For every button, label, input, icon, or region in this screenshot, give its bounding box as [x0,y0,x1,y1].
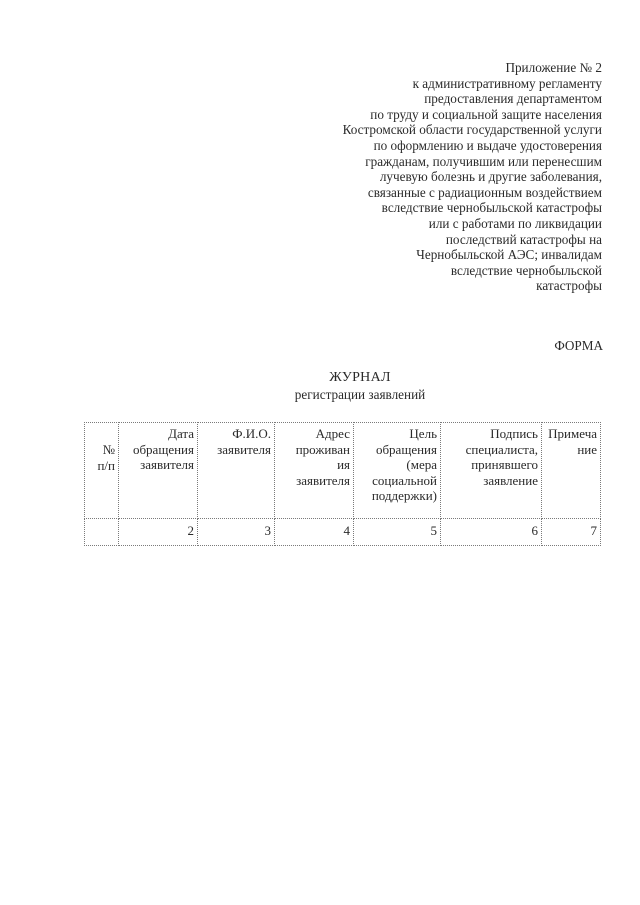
header-signature: Подпись специалиста, принявшего заявление [441,423,542,519]
table-header-row [85,423,601,519]
column-number-cell: 7 [542,519,601,546]
appendix-line: Чернобыльской АЭС; инвалидам [416,247,602,263]
form-label: ФОРМА [554,338,603,353]
appendix-line: к административному регламенту [412,75,602,91]
header-number: № п/п [85,423,119,519]
appendix-line: или с работами по ликвидации [428,215,602,231]
table-row [85,519,601,546]
appendix-line: предоставления департаментом [424,91,602,107]
appendix-line: по оформлению и выдаче удостоверения [373,137,602,153]
appendix-line: последствий катастрофы на [445,231,602,247]
appendix-line: по труду и социальной защите населения [370,106,602,122]
column-number-cell: 4 [275,519,354,546]
column-number-cell: 3 [198,519,275,546]
header-date: Дата обращения заявителя [119,423,198,519]
appendix-line: связанные с радиационным воздействием [367,184,602,200]
journal-title: ЖУРНАЛ [329,370,391,385]
appendix-line: катастрофы [536,278,602,294]
appendix-line: Костромской области государственной услуги [342,122,602,138]
column-number-cell: 5 [354,519,441,546]
column-number-cell [85,519,119,546]
journal-subtitle: регистрации заявлений [294,387,426,402]
header-name: Ф.И.О. заявителя [198,423,275,519]
appendix-line: гражданам, получившим или перенесшим [365,153,602,169]
appendix-line: вследствие чернобыльской [450,262,602,278]
appendix-line: вследствие чернобыльской катастрофы [381,200,602,216]
appendix-header [272,60,602,294]
registration-table [84,422,601,546]
column-number-cell: 2 [119,519,198,546]
header-purpose: Цель обращения (мера социальной поддержки) [354,423,441,519]
appendix-line: лучевую болезнь и другие заболевания, [379,169,602,185]
column-number-cell: 6 [441,519,542,546]
header-address: Адрес проживан ия заявителя [275,423,354,519]
header-note: Примеча ние [542,423,601,519]
appendix-line: Приложение № 2 [505,60,602,75]
